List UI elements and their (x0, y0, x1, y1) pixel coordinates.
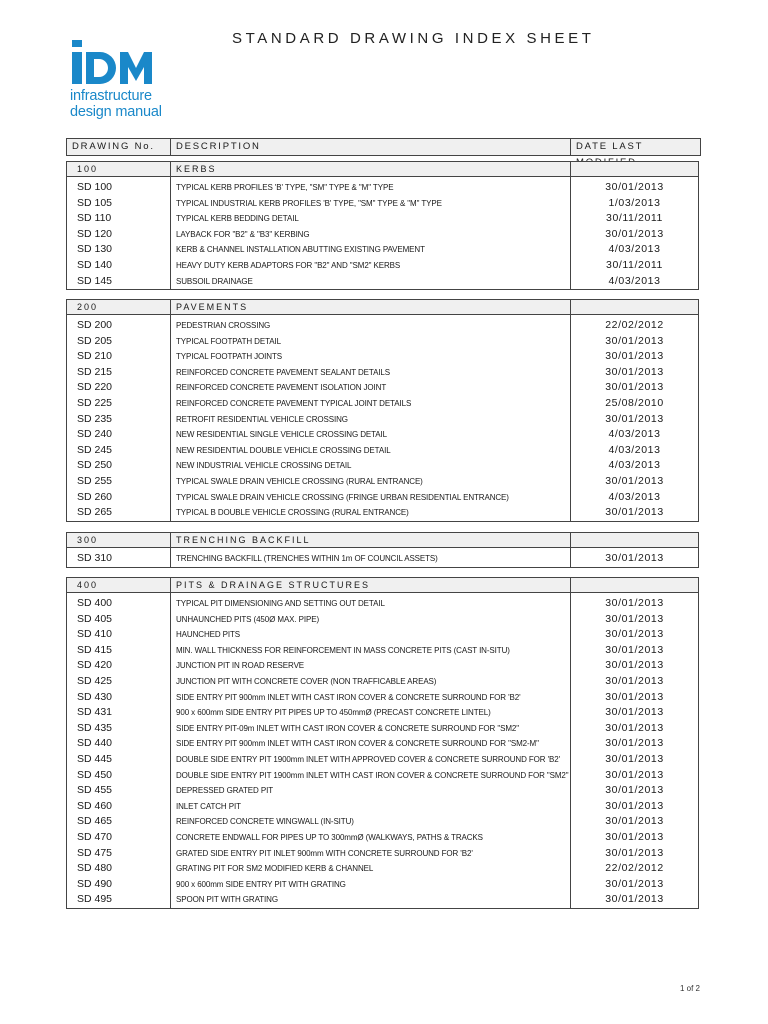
drawing-number: SD 205 (77, 334, 113, 347)
drawing-description: JUNCTION PIT WITH CONCRETE COVER (NON TRAFFICABLE AREAS) (176, 676, 437, 686)
code-column (67, 315, 171, 521)
drawing-number: SD 255 (77, 474, 113, 487)
drawing-description: 900 x 600mm SIDE ENTRY PIT PIPES UP TO 450mmØ (PRECAST CONCRETE LINTEL) (176, 708, 491, 718)
drawing-number: SD 140 (77, 258, 113, 271)
section-400 (66, 577, 699, 909)
date-last-modified: 1/03/2013 (608, 196, 661, 209)
section-date-blank (571, 533, 698, 547)
section-number: 400 (67, 578, 171, 592)
date-last-modified: 30/01/2013 (605, 552, 664, 564)
drawing-description: REINFORCED CONCRETE PAVEMENT TYPICAL JOINT DETAILS (176, 398, 412, 408)
date-last-modified: 22/02/2012 (605, 862, 664, 875)
date-last-modified: 25/08/2010 (605, 396, 664, 409)
code-column (67, 177, 171, 289)
drawing-description: NEW RESIDENTIAL SINGLE VEHICLE CROSSING DETAIL (176, 430, 388, 440)
drawing-number: SD 260 (77, 490, 113, 503)
drawing-description: TYPICAL FOOTPATH JOINTS (176, 352, 283, 362)
drawing-description: TYPICAL SWALE DRAIN VEHICLE CROSSING (RURAL ENTRANCE) (176, 476, 423, 486)
date-last-modified: 30/01/2013 (605, 784, 664, 797)
drawing-number: SD 460 (77, 799, 113, 812)
section-header (67, 533, 698, 548)
date-column (571, 593, 698, 908)
date-last-modified: 30/01/2013 (605, 737, 664, 750)
table-header (66, 138, 701, 156)
drawing-number: SD 235 (77, 412, 113, 425)
date-column (571, 177, 698, 289)
drawing-description: SUBSOIL DRAINAGE (176, 276, 253, 286)
date-last-modified: 30/01/2013 (605, 628, 664, 641)
drawing-description: REINFORCED CONCRETE PAVEMENT ISOLATION JOINT (176, 383, 387, 393)
drawing-description: TRENCHING BACKFILL (TRENCHES WITHIN 1m OF COUNCIL ASSETS) (176, 554, 438, 563)
drawing-number: SD 405 (77, 612, 113, 625)
date-last-modified: 30/01/2013 (605, 721, 664, 734)
drawing-description: HEAVY DUTY KERB ADAPTORS FOR "B2" AND "SM2" KERBS (176, 260, 401, 270)
logo-line-2: design manual (70, 104, 162, 120)
section-body (67, 593, 698, 908)
drawing-description: CONCRETE ENDWALL FOR PIPES UP TO 300mmØ (WALKWAYS, PATHS & TRACKS (176, 832, 483, 842)
drawing-description: DOUBLE SIDE ENTRY PIT 1900mm INLET WITH CAST IRON COVER & CONCRETE SURROUND FOR "SM2" (176, 770, 569, 780)
drawing-description: LAYBACK FOR "B2" & "B3" KERBING (176, 229, 310, 239)
drawing-number: SD 145 (77, 274, 113, 287)
drawing-description: INLET CATCH PIT (176, 801, 241, 811)
date-last-modified: 30/01/2013 (605, 815, 664, 828)
section-body (67, 315, 698, 521)
date-last-modified: 4/03/2013 (608, 459, 661, 472)
drawing-description: HAUNCHED PITS (176, 630, 241, 640)
date-last-modified: 30/11/2011 (606, 212, 663, 225)
drawing-number: SD 245 (77, 443, 113, 456)
drawing-number: SD 220 (77, 381, 113, 394)
date-last-modified: 30/01/2013 (605, 597, 664, 609)
description-column (171, 315, 571, 521)
drawing-description: TYPICAL FOOTPATH DETAIL (176, 336, 281, 346)
drawing-number: SD 430 (77, 690, 113, 703)
drawing-description: NEW INDUSTRIAL VEHICLE CROSSING DETAIL (176, 461, 352, 471)
drawing-number: SD 470 (77, 830, 113, 843)
drawing-number: SD 450 (77, 768, 113, 781)
drawing-number: SD 410 (77, 628, 113, 641)
drawing-description: SIDE ENTRY PIT 900mm INLET WITH CAST IRON COVER & CONCRETE SURROUND FOR 'B2' (176, 692, 521, 702)
drawing-number: SD 420 (77, 659, 113, 672)
date-last-modified: 4/03/2013 (608, 490, 661, 503)
page-number: 1 of 2 (679, 984, 700, 993)
date-last-modified: 30/01/2013 (605, 690, 664, 703)
drawing-number: SD 310 (77, 552, 113, 564)
section-header (67, 300, 698, 315)
date-last-modified: 30/01/2013 (605, 612, 664, 625)
date-last-modified: 22/02/2012 (605, 319, 664, 331)
description-column (171, 593, 571, 908)
date-last-modified: 30/01/2013 (605, 412, 664, 425)
idm-logo (70, 36, 190, 120)
drawing-number: SD 495 (77, 893, 113, 906)
drawing-number: SD 225 (77, 396, 113, 409)
drawing-description: MIN. WALL THICKNESS FOR REINFORCEMENT IN MASS CONCRETE PITS (CAST IN-SITU) (176, 645, 510, 655)
drawing-number: SD 105 (77, 196, 113, 209)
drawing-number: SD 490 (77, 877, 113, 890)
date-last-modified: 30/01/2013 (605, 350, 664, 363)
drawing-number: SD 400 (77, 597, 113, 609)
drawing-description: TYPICAL KERB PROFILES 'B' TYPE, "SM" TYPE & "M" TYPE (176, 183, 394, 192)
date-last-modified: 30/01/2013 (605, 893, 664, 906)
header-description: DESCRIPTION (171, 139, 571, 155)
drawing-number: SD 435 (77, 721, 113, 734)
description-column (171, 548, 571, 567)
section-name: PITS & DRAINAGE STRUCTURES (171, 578, 571, 592)
date-last-modified: 30/01/2013 (605, 752, 664, 765)
logo-text (70, 88, 190, 120)
drawing-number: SD 431 (77, 706, 113, 719)
date-last-modified: 30/01/2013 (605, 799, 664, 812)
drawing-description: 900 x 600mm SIDE ENTRY PIT WITH GRATING (176, 879, 346, 889)
section-date-blank (571, 578, 698, 592)
date-last-modified: 30/01/2013 (605, 474, 664, 487)
drawing-description: GRATED SIDE ENTRY PIT INLET 900mm WITH CONCRETE SURROUND FOR 'B2' (176, 848, 473, 858)
drawing-description: KERB & CHANNEL INSTALLATION ABUTTING EXISTING PAVEMENT (176, 245, 425, 255)
page-title: STANDARD DRAWING INDEX SHEET (232, 30, 595, 47)
drawing-number: SD 100 (77, 181, 113, 193)
section-name: TRENCHING BACKFILL (171, 533, 571, 547)
drawing-description: DOUBLE SIDE ENTRY PIT 1900mm INLET WITH APPROVED COVER & CONCRETE SURROUND FOR 'B2' (176, 754, 561, 764)
drawing-description: REINFORCED CONCRETE WINGWALL (IN-SITU) (176, 817, 354, 827)
date-column (571, 315, 698, 521)
drawing-number: SD 250 (77, 459, 113, 472)
drawing-description: SPOON PIT WITH GRATING (176, 895, 278, 905)
date-last-modified: 30/01/2013 (605, 877, 664, 890)
drawing-description: NEW RESIDENTIAL DOUBLE VEHICLE CROSSING DETAIL (176, 445, 391, 455)
date-last-modified: 4/03/2013 (608, 274, 661, 287)
section-body (67, 548, 698, 567)
drawing-description: TYPICAL SWALE DRAIN VEHICLE CROSSING (FRINGE URBAN RESIDENTIAL ENTRANCE) (176, 492, 509, 502)
date-last-modified: 30/01/2013 (605, 768, 664, 781)
section-number: 100 (67, 162, 171, 176)
header-date: DATE LAST (576, 141, 644, 152)
section-date-blank (571, 300, 698, 314)
drawing-description: RETROFIT RESIDENTIAL VEHICLE CROSSING (176, 414, 348, 424)
date-last-modified: 30/01/2013 (605, 506, 664, 519)
date-last-modified: 4/03/2013 (608, 243, 661, 256)
date-last-modified: 30/01/2013 (605, 706, 664, 719)
drawing-number: SD 215 (77, 365, 113, 378)
drawing-number: SD 440 (77, 737, 113, 750)
date-last-modified: 4/03/2013 (608, 443, 661, 456)
drawing-description: REINFORCED CONCRETE PAVEMENT SEALANT DETAILS (176, 367, 391, 377)
drawing-description: TYPICAL KERB BEDDING DETAIL (176, 214, 299, 224)
header-drawing-no: DRAWING No. (67, 139, 171, 155)
date-last-modified: 4/03/2013 (608, 428, 661, 441)
date-last-modified: 30/11/2011 (606, 258, 663, 271)
section-date-blank (571, 162, 698, 176)
section-header (67, 578, 698, 593)
description-column (171, 177, 571, 289)
date-last-modified: 30/01/2013 (605, 846, 664, 859)
section-name: KERBS (171, 162, 571, 176)
section-body (67, 177, 698, 289)
date-last-modified: 30/01/2013 (605, 830, 664, 843)
drawing-description: JUNCTION PIT IN ROAD RESERVE (176, 661, 305, 671)
section-header (67, 162, 698, 177)
drawing-number: SD 445 (77, 752, 113, 765)
drawing-description: TYPICAL INDUSTRIAL KERB PROFILES 'B' TYPE, "SM" TYPE & "M" TYPE (176, 198, 442, 208)
drawing-description: SIDE ENTRY PIT-09m INLET WITH CAST IRON COVER & CONCRETE SURROUND FOR "SM2" (176, 723, 519, 733)
drawing-number: SD 455 (77, 784, 113, 797)
drawing-number: SD 425 (77, 674, 113, 687)
drawing-description: TYPICAL PIT DIMENSIONING AND SETTING OUT DETAIL (176, 599, 385, 608)
drawing-description: PEDESTRIAN CROSSING (176, 321, 271, 330)
drawing-number: SD 130 (77, 243, 113, 256)
idm-logo-mark (70, 36, 162, 88)
drawing-description: DEPRESSED GRATED PIT (176, 786, 273, 796)
date-last-modified: 30/01/2013 (605, 334, 664, 347)
section-name: PAVEMENTS (171, 300, 571, 314)
section-300 (66, 532, 699, 568)
date-last-modified: 30/01/2013 (605, 659, 664, 672)
drawing-number: SD 475 (77, 846, 113, 859)
drawing-description: GRATING PIT FOR SM2 MODIFIED KERB & CHANNEL (176, 864, 374, 874)
logo-line-1: infrastructure (70, 88, 152, 104)
date-last-modified: 30/01/2013 (605, 181, 664, 193)
drawing-number: SD 265 (77, 506, 113, 519)
date-last-modified: 30/01/2013 (605, 381, 664, 394)
drawing-number: SD 210 (77, 350, 113, 363)
drawing-number: SD 200 (77, 319, 113, 331)
date-column (571, 548, 698, 567)
date-last-modified: 30/01/2013 (605, 227, 664, 240)
date-last-modified: 30/01/2013 (605, 674, 664, 687)
code-column (67, 548, 171, 567)
drawing-number: SD 480 (77, 862, 113, 875)
date-last-modified: 30/01/2013 (605, 643, 664, 656)
drawing-number: SD 120 (77, 227, 113, 240)
drawing-number: SD 415 (77, 643, 113, 656)
section-100 (66, 161, 699, 290)
section-number: 200 (67, 300, 171, 314)
date-last-modified: 30/01/2013 (605, 365, 664, 378)
code-column (67, 593, 171, 908)
drawing-number: SD 465 (77, 815, 113, 828)
drawing-description: TYPICAL B DOUBLE VEHICLE CROSSING (RURAL ENTRANCE) (176, 508, 409, 518)
section-200 (66, 299, 699, 522)
section-number: 300 (67, 533, 171, 547)
drawing-description: UNHAUNCHED PITS (450Ø MAX. PIPE) (176, 614, 320, 624)
drawing-number: SD 110 (77, 212, 112, 225)
drawing-description: SIDE ENTRY PIT 900mm INLET WITH CAST IRON COVER & CONCRETE SURROUND FOR "SM2-M" (176, 739, 539, 749)
drawing-number: SD 240 (77, 428, 113, 441)
